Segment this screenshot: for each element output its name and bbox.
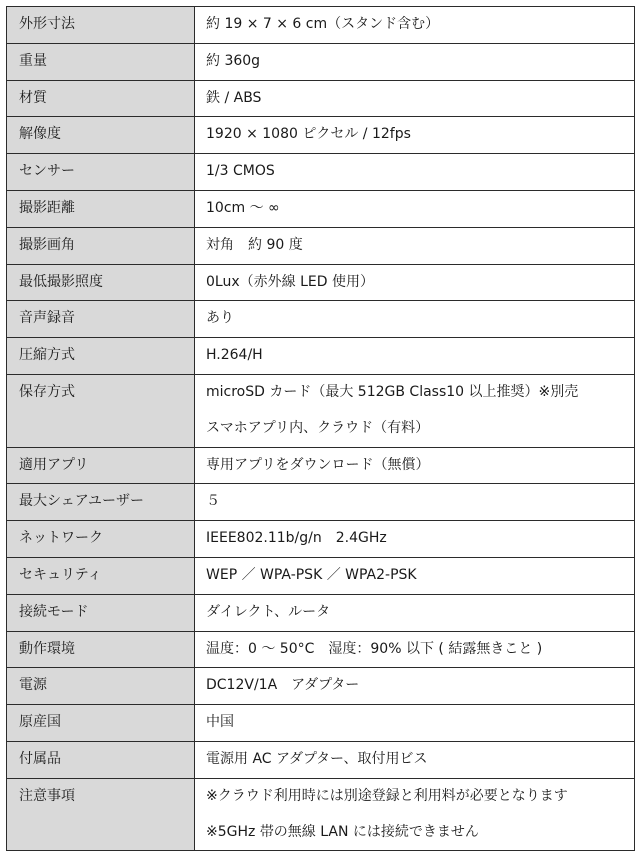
spec-row: [7, 557, 635, 594]
spec-label: ネットワーク: [7, 521, 195, 558]
spec-value: [195, 484, 635, 521]
spec-value-line: ※5GHz 帯の無線 LAN には接続できません: [206, 823, 479, 840]
spec-value: [195, 264, 635, 301]
spec-row: [7, 521, 635, 558]
spec-value-line: 鉄 / ABS: [206, 89, 262, 106]
spec-row: [7, 374, 635, 447]
spec-label: 電源: [7, 668, 195, 705]
spec-value: [195, 43, 635, 80]
spec-value: [195, 190, 635, 227]
spec-value-line: H.264/H: [206, 347, 263, 364]
spec-row: [7, 43, 635, 80]
spec-value-line: 専用アプリをダウンロード（無償）: [206, 456, 430, 473]
spec-row: [7, 594, 635, 631]
spec-label: 原産国: [7, 705, 195, 742]
spec-value: [195, 594, 635, 631]
spec-value-line: あり: [206, 310, 234, 327]
spec-label: 音声録音: [7, 301, 195, 338]
spec-value: [195, 521, 635, 558]
spec-value-line: 約 360g: [206, 52, 261, 69]
spec-row: [7, 117, 635, 154]
spec-value-line: 温度：0 〜 50°C 湿度：90% 以下 ( 結露無きこと ): [206, 640, 543, 657]
spec-value: [195, 374, 635, 447]
spec-label: 接続モード: [7, 594, 195, 631]
spec-label: 最大シェアユーザー: [7, 484, 195, 521]
spec-value: [195, 447, 635, 484]
spec-value-line: 1920 × 1080 ピクセル / 12fps: [206, 126, 411, 143]
spec-value: [195, 227, 635, 264]
spec-value: [195, 705, 635, 742]
spec-label: 解像度: [7, 117, 195, 154]
spec-label: 重量: [7, 43, 195, 80]
spec-value-line: スマホアプリ内、クラウド（有料）: [206, 419, 430, 436]
spec-value-line: 中国: [206, 714, 234, 731]
spec-value: [195, 338, 635, 375]
spec-value: [195, 668, 635, 705]
spec-label: 保存方式: [7, 374, 195, 447]
spec-value-line: microSD カード（最大 512GB Class10 以上推奨）※別売: [206, 383, 579, 400]
spec-value-line: 10cm 〜 ∞: [206, 199, 280, 216]
spec-value: [195, 301, 635, 338]
spec-value: [195, 7, 635, 44]
spec-value-line: 対角 約 90 度: [206, 236, 303, 253]
spec-row: [7, 154, 635, 191]
spec-value: [195, 557, 635, 594]
spec-value: [195, 741, 635, 778]
spec-value-line: WEP ／ WPA-PSK ／ WPA2-PSK: [206, 566, 417, 583]
spec-value-line: 電源用 AC アダプター、取付用ビス: [206, 750, 428, 767]
spec-label: 最低撮影照度: [7, 264, 195, 301]
spec-value-line: ※クラウド利用時には別途登録と利用料が必要となります: [206, 787, 568, 804]
spec-row: [7, 631, 635, 668]
spec-value-line: 1/3 CMOS: [206, 163, 275, 180]
spec-row: [7, 447, 635, 484]
spec-row: [7, 338, 635, 375]
spec-row: [7, 301, 635, 338]
spec-value-line: 0Lux（赤外線 LED 使用）: [206, 273, 374, 290]
spec-label: 動作環境: [7, 631, 195, 668]
spec-row: [7, 264, 635, 301]
spec-row: [7, 741, 635, 778]
spec-table-body: [7, 7, 635, 851]
spec-label: 外形寸法: [7, 7, 195, 44]
spec-value: [195, 154, 635, 191]
spec-label: 圧縮方式: [7, 338, 195, 375]
spec-label: 材質: [7, 80, 195, 117]
spec-label: セキュリティ: [7, 557, 195, 594]
spec-value: [195, 117, 635, 154]
spec-row: [7, 227, 635, 264]
spec-row: [7, 484, 635, 521]
spec-value: [195, 80, 635, 117]
spec-table: [6, 6, 635, 851]
spec-row: [7, 705, 635, 742]
spec-value-line: 約 19 × 7 × 6 cm（スタンド含む）: [206, 16, 440, 32]
spec-label: 適用アプリ: [7, 447, 195, 484]
spec-label: 注意事項: [7, 778, 195, 851]
spec-value-line: ダイレクト、ルータ: [206, 603, 331, 620]
spec-row: [7, 190, 635, 227]
spec-row: [7, 80, 635, 117]
spec-value-line: IEEE802.11b/g/n 2.4GHz: [206, 530, 387, 547]
spec-label: センサー: [7, 154, 195, 191]
spec-label: 付属品: [7, 741, 195, 778]
spec-label: 撮影距離: [7, 190, 195, 227]
spec-value-line: ５: [206, 493, 220, 510]
spec-value: [195, 631, 635, 668]
spec-label: 撮影画角: [7, 227, 195, 264]
spec-value-line: DC12V/1A アダプター: [206, 677, 360, 694]
spec-row: [7, 668, 635, 705]
spec-row: [7, 7, 635, 44]
